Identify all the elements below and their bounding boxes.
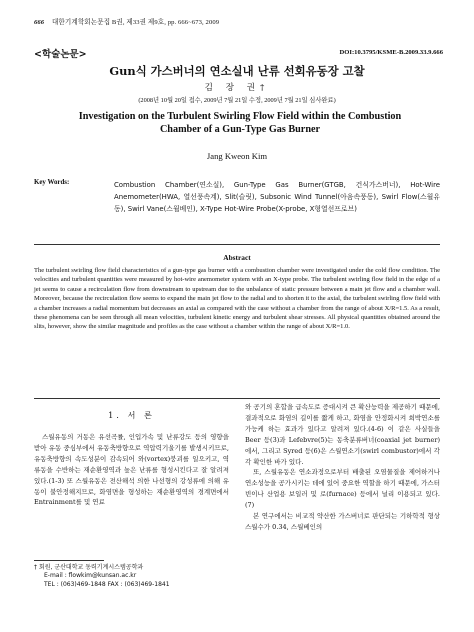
page-number: 666: [34, 19, 45, 26]
left-paragraph: 스월유동의 거동은 유선곡률, 인입가속 및 난류강도 등의 영향을 받아 유동 중심부에서 유동축방향으로 역압력기울기를 발생시키므로, 유동축방향의 속도성분이 감속되어 와(vortex)붕괴를 일으키고, 역류동을 수반하는 재순환영역과 높은 난류를 형성시킨다고 잘 알려져 있다.(1-3) 또 스월유동은 전산해석 의한 나선형의 강성류에 의해 유동이 불안정해지므로, 화염면을 형성하는 재순환영역의 경계면에서 Entrainment를 및 연료: [34, 433, 229, 507]
abstract-text: The turbulent swirling flow field characteristics of a gun-type gas burner with a combustion chamber were investigated under the cold flow condition. The velocities and turbulent quantities were measured by hot-wire anemometer system with an X-type probe. The turbulent swirling flow field in the edge of a jet seems to cause a recirculation flow from downstream to upstream due to the unbalance of static pressure between a main jet flow and a chamber wall. Moreover, because the recirculation flow seems to expand the main jet flow to the radial and to shorten it to the axial, the turbulent swirling flow field with a chamber increases a radial momentum but decreases an axial as compared with the case without a chamber from the range of about X/R=1.5. As a result, these phenomena can be seen through all mean velocities, turbulent kinetic energy and turbulent shear stresses. All physical quantities obtained around the slits, however, show the similar magnitude and profiles as the case without a chamber within the range of about X/R=1.0.: [34, 267, 440, 331]
footnote-affiliation: † 회원, 군산대학교 동력기계시스템공학과: [34, 564, 144, 571]
keywords-text: Combustion Chamber(연소실), Gun-Type Gas Burner(GTGB, 건식가스버너), Hot-Wire Anemometer(HWA, 열선풍속계), Slit(슬릿), Subsonic Wind Tunnel(아음속풍동), Swirl Flow(스월유동), Swirl Vane(스월베인), X-Type Hot-Wire Probe(X-probe, X형열선프로브): [114, 181, 440, 213]
article-category: <학술논문>: [34, 49, 87, 60]
right-paragraph-3: 본 연구에서는 비교적 약산한 가스버너로 판단되는 기하학적 형상 스월수가 0.34, 스월베인의: [245, 512, 440, 531]
english-title-line-1: Investigation on the Turbulent Swirling Flow Field within the Combustion: [78, 111, 402, 122]
footnote-email: E-mail : flowkim@kunsan.ac.kr: [44, 572, 137, 580]
korean-author: 김 장 권†: [204, 83, 270, 93]
english-author: Jang Kweon Kim: [206, 151, 268, 161]
right-column: [245, 402, 440, 533]
english-title: [40, 110, 440, 136]
english-title-line-2: Chamber of a Gun-Type Gas Burner: [159, 124, 321, 135]
submission-dates: (2008년 10월 20일 접수, 2009년 7월 21일 수정, 2009년 7월 21일 심사완료): [138, 97, 336, 104]
abstract-bottom-rule: [34, 398, 440, 399]
right-paragraph-2: 또, 스월유동은 연소과정으로부터 배출된 오염물질을 제어하거나 연소성능을 공가시키는 데에 있어 중요한 역할을 하기 때문에, 가스터빈이나 산업용 보일러 및 로(furnace) 등에서 널리 이용되고 있다.(7): [245, 468, 440, 510]
keywords-label: Key Words:: [34, 179, 70, 186]
left-column: [34, 402, 229, 508]
right-paragraph-1: 와 공기의 혼합을 급속도로 증대시켜 큰 확산능력을 제공하기 때문에, 결과적으로 화염의 길이를 짧게 하고, 화염을 안정화시켜 희박연소를 가능케 하는 효과가 있다고 알려져 있다.(4-6) 이 같은 사실들을 Beer 등(3)과 Lefebvre(5)는 동축분류버너(coaxial jet burner)에서, 그리고 Syred 등(6)은 스월연소기(swirl combustor)에서 각각 확인한 바가 있다.: [245, 403, 440, 466]
footnote-tel-fax: TEL : (063)469-1848 FAX : (063)469-1841: [44, 580, 170, 588]
journal-header: [34, 16, 219, 26]
abstract-top-rule: [34, 244, 440, 245]
korean-title: Gun식 가스버너의 연소실내 난류 선회유동장 고찰: [109, 64, 365, 78]
footnote: [34, 564, 170, 589]
doi: DOI:10.3795/KSME-B.2009.33.9.666: [339, 49, 443, 56]
footnote-rule: [34, 560, 104, 561]
journal-reference: 대한기계학회논문집 B권, 제33권 제9호, pp. 666~673, 2009: [51, 19, 220, 26]
section-1-title: 1. 서 론: [108, 410, 155, 420]
abstract-title: Abstract: [223, 253, 251, 262]
